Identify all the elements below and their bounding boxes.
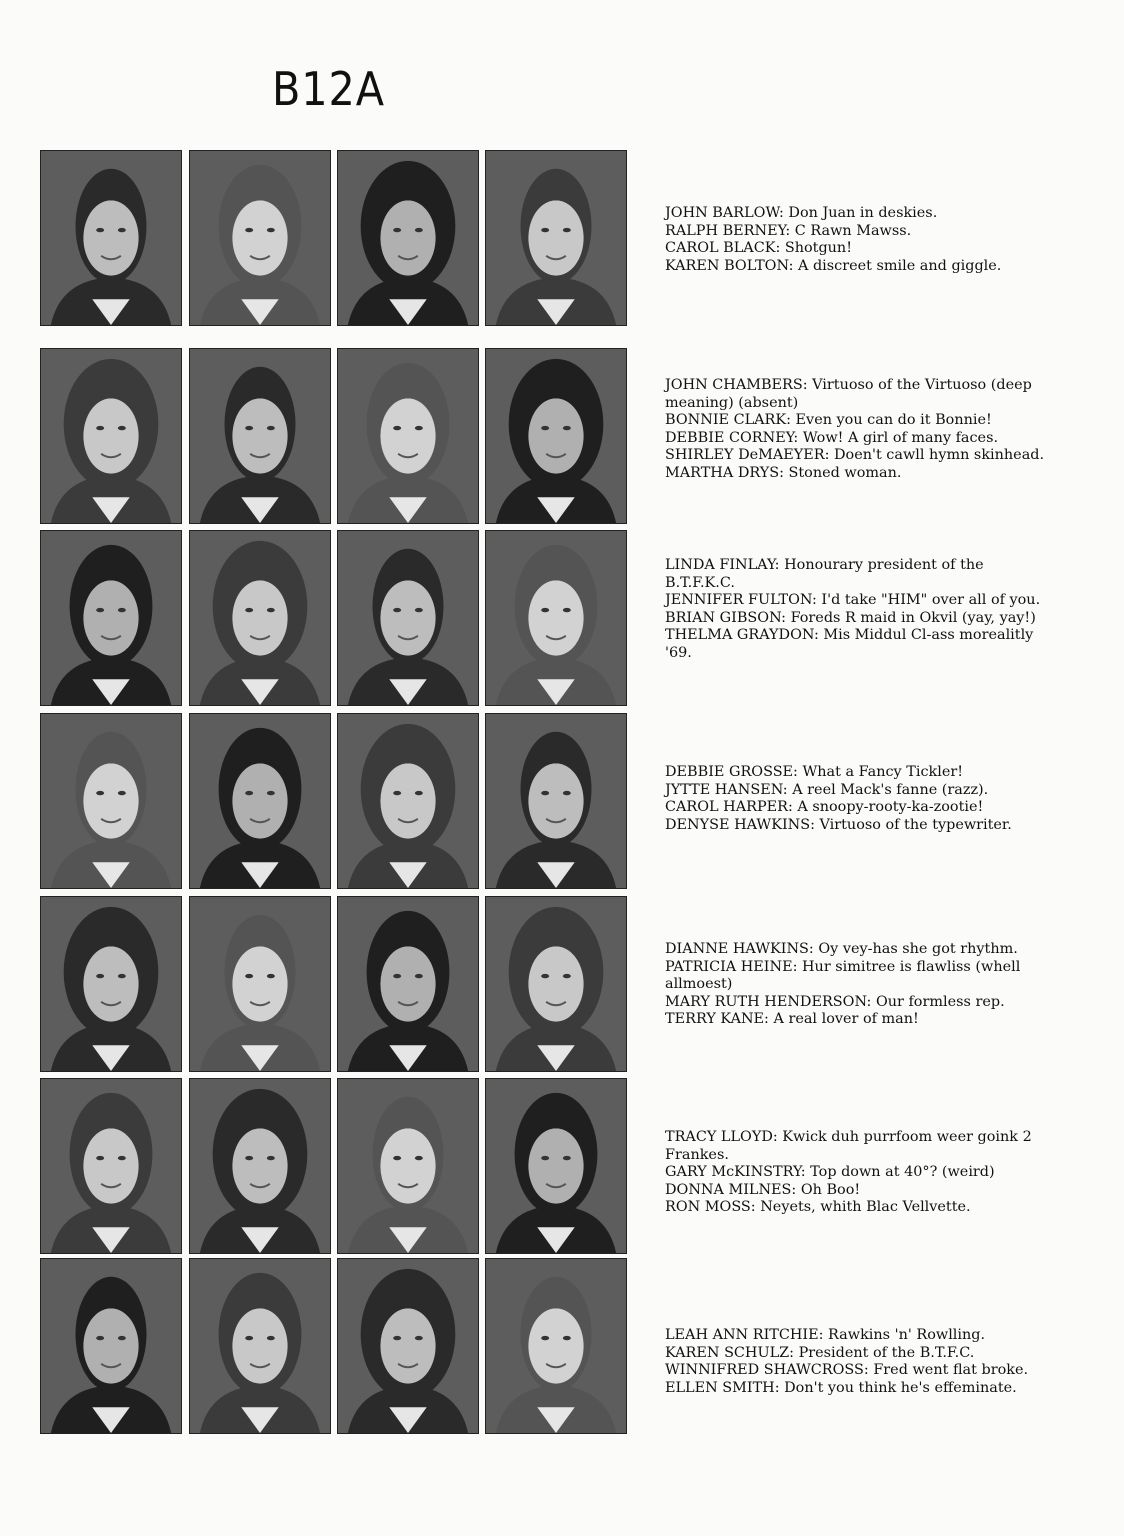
portrait-image [486,531,626,705]
portrait-photo [189,1078,331,1254]
caption-line: ELLEN SMITH: Don't you think he's effeminate. [665,1379,1017,1396]
caption-line: JYTTE HANSEN: A reel Mack's fanne (razz). [665,781,989,798]
portrait-photo [40,713,182,889]
caption-line: LEAH ANN RITCHIE: Rawkins 'n' Rowlling. [665,1327,986,1343]
portrait-photo [189,348,331,524]
portrait-photo [189,150,331,326]
caption-line: LINDA FINLAY: Honourary president of the [665,557,984,573]
portrait-photo [40,1078,182,1254]
portrait-photo [40,348,182,524]
portrait-photo [189,530,331,706]
portrait-image [41,1079,181,1253]
caption-line: Frankes. [665,1146,729,1163]
caption-line: DEBBIE GROSSE: What a Fancy Tickler! [665,764,964,780]
caption-line: JOHN BARLOW: Don Juan in deskies. [665,205,938,221]
portrait-image [338,151,478,325]
portrait-photo [485,1258,627,1434]
caption-line: BRIAN GIBSON: Foreds R maid in Okvil (yay, yay!) [665,609,1036,626]
caption-line: JOHN CHAMBERS: Virtuoso of the Virtuoso (deep [665,377,1032,393]
caption-line: KAREN SCHULZ: President of the B.T.F.C. [665,1344,975,1361]
caption-block [665,1129,1120,1217]
caption-line: SHIRLEY DeMAEYER: Doen't cawll hymn skinhead. [665,447,1045,464]
portrait-image [486,1079,626,1253]
portrait-image [338,1259,478,1433]
portrait-image [338,1079,478,1253]
caption-line: KAREN BOLTON: A discreet smile and giggle. [665,257,1002,274]
portrait-photo [485,1078,627,1254]
portrait-photo [485,530,627,706]
portrait-image [486,897,626,1071]
portrait-photo [485,896,627,1072]
caption-line: meaning) (absent) [665,394,799,411]
portrait-image [190,897,330,1071]
portrait-image [190,349,330,523]
portrait-image [41,714,181,888]
portrait-photo [40,530,182,706]
caption-line: DEBBIE CORNEY: Wow! A girl of many faces. [665,429,999,446]
caption-block [665,1327,1120,1397]
portrait-image [190,151,330,325]
caption-line: CAROL HARPER: A snoopy-rooty-ka-zootie! [665,799,984,816]
portrait-photo [337,348,479,524]
portrait-image [338,714,478,888]
portrait-image [41,151,181,325]
portrait-photo [337,1078,479,1254]
portrait-image [338,349,478,523]
portrait-photo [485,150,627,326]
portrait-image [190,531,330,705]
portrait-image [41,531,181,705]
portrait-image [190,1259,330,1433]
caption-block [665,764,1120,834]
caption-line: DONNA MILNES: Oh Boo! [665,1181,861,1198]
portrait-image [338,897,478,1071]
portrait-image [486,151,626,325]
caption-line: GARY McKINSTRY: Top down at 40°? (weird) [665,1164,995,1181]
portrait-photo [189,896,331,1072]
caption-line: TRACY LLOYD: Kwick duh purrfoom weer goink 2 [665,1129,1032,1145]
caption-line: DIANNE HAWKINS: Oy vey-has she got rhythm. [665,941,1018,957]
portrait-image [41,897,181,1071]
caption-line: TERRY KANE: A real lover of man! [665,1011,919,1028]
portrait-image [486,714,626,888]
portrait-image [190,1079,330,1253]
portrait-photo [337,896,479,1072]
portrait-photo [40,896,182,1072]
caption-line: WINNIFRED SHAWCROSS: Fred went flat broke. [665,1362,1029,1379]
portrait-grid [40,150,630,1456]
portrait-photo [40,1258,182,1434]
portrait-photo [485,348,627,524]
portrait-photo [485,713,627,889]
portrait-photo [40,150,182,326]
caption-line: PATRICIA HEINE: Hur simitree is flawliss (whell [665,958,1021,975]
portrait-photo [337,713,479,889]
portrait-photo [337,530,479,706]
portrait-photo [337,1258,479,1434]
caption-line: allmoest) [665,976,733,993]
caption-line: RON MOSS: Neyets, whith Blac Vellvette. [665,1199,971,1216]
caption-block [665,941,1120,1029]
caption-line: MARY RUTH HENDERSON: Our formless rep. [665,993,1005,1010]
caption-line: RALPH BERNEY: C Rawn Mawss. [665,222,912,239]
portrait-photo [189,1258,331,1434]
caption-block [665,377,1120,483]
caption-line: JENNIFER FULTON: I'd take "HIM" over all of you. [665,592,1041,609]
caption-line: MARTHA DRYS: Stoned woman. [665,464,902,481]
page-title: B12A [272,62,386,116]
portrait-photo [189,713,331,889]
caption-block [665,557,1120,663]
portrait-image [190,714,330,888]
portrait-image [41,1259,181,1433]
caption-line: '69. [665,644,692,661]
caption-line: BONNIE CLARK: Even you can do it Bonnie! [665,412,992,429]
caption-block [665,205,1120,275]
caption-line: DENYSE HAWKINS: Virtuoso of the typewriter. [665,816,1012,833]
caption-line: THELMA GRAYDON: Mis Middul Cl-ass morealitly [665,627,1034,644]
portrait-photo [337,150,479,326]
caption-line: B.T.F.K.C. [665,574,735,591]
portrait-image [486,349,626,523]
portrait-image [338,531,478,705]
caption-line: CAROL BLACK: Shotgun! [665,240,852,257]
portrait-image [486,1259,626,1433]
portrait-image [41,349,181,523]
